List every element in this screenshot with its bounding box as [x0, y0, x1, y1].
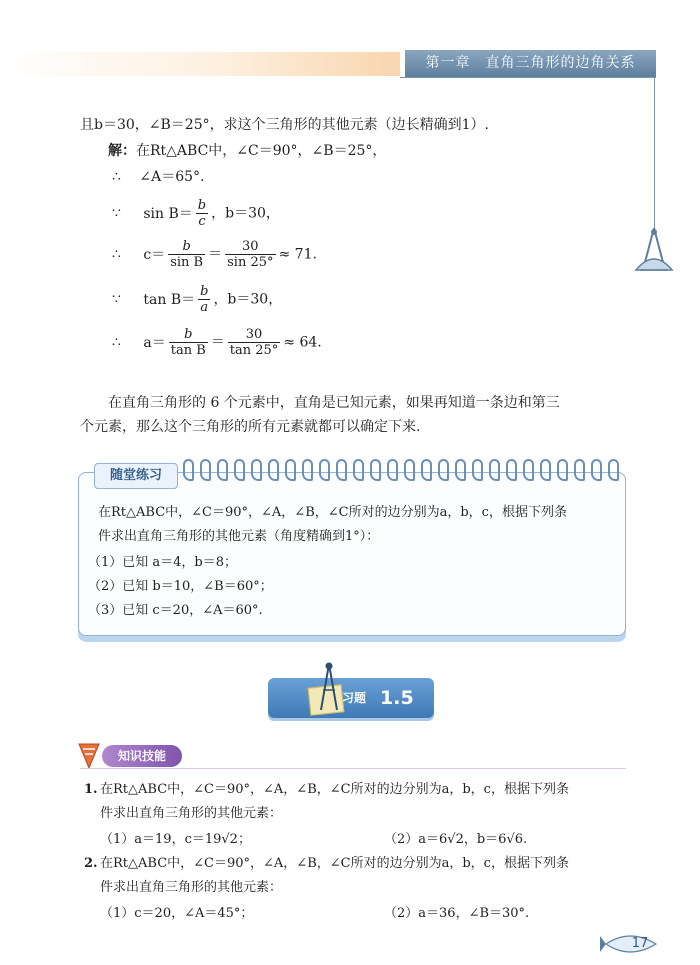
- problem-intro: 且b＝30，∠B＝25°，求这个三角形的其他元素（边长精确到1）.: [80, 117, 489, 133]
- spiral-ring: [591, 459, 602, 481]
- practice-intro-1: 在Rt△ABC中，∠C＝90°，∠A，∠B，∠C所对的边分别为a，b，c，根据下列条: [98, 505, 567, 520]
- sin-b-tail: ，b＝30，: [211, 205, 280, 222]
- sin-b-lhs: sin B＝: [143, 205, 193, 222]
- fraction-b-over-c: $\frac{b}{c}$: [197, 198, 207, 229]
- spiral-ring: [217, 459, 228, 481]
- question-1-line-1: 在Rt△ABC中，∠C＝90°，∠A，∠B，∠C所对的边分别为a，b，c，根据下列条: [100, 782, 569, 797]
- paragraph-line-2: 个元素，那么这个三角形的所有元素就都可以确定下来.: [80, 419, 421, 435]
- because-symbol: ∵: [112, 205, 121, 222]
- spiral-ring: [268, 459, 279, 481]
- solution-label: 解：: [108, 143, 136, 159]
- c-result: ≈ 71.: [278, 246, 317, 263]
- spiral-ring: [353, 459, 364, 481]
- question-2-part-a: （1）c＝20，∠A＝45°；: [100, 906, 254, 921]
- solution-line-4: ∴ c＝ $\frac{b}{\text{sin B}}$ ＝ $\frac{30}{\sin 25^\circ}$ ≈ 71.: [112, 239, 317, 270]
- question-1-line-2: 件求出直角三角形的其他元素：: [100, 806, 283, 821]
- knowledge-rule: [80, 768, 626, 769]
- spiral-ring: [200, 459, 211, 481]
- spiral-ring: [336, 459, 347, 481]
- knowledge-skills-tag: 知识技能: [102, 745, 182, 767]
- question-1-number: 1.: [84, 782, 98, 797]
- spiral-ring: [540, 459, 551, 481]
- solution-given: 在Rt△ABC中，∠C＝90°，∠B＝25°，: [136, 143, 387, 159]
- question-2-number: 2.: [84, 856, 98, 871]
- because-symbol: ∵: [112, 291, 121, 308]
- tan-b-lhs: tan B＝: [143, 291, 196, 308]
- a-lhs: a＝: [143, 334, 166, 351]
- spiral-ring: [370, 459, 381, 481]
- spiral-ring: [506, 459, 517, 481]
- solution-line-6: ∴ a＝ $\frac{b}{\text{tan B}}$ ＝ $\frac{30}{\tan 25^\circ}$ ≈ 64.: [112, 327, 322, 358]
- solution-line-5: [112, 284, 282, 315]
- exercise-number: 1.5: [380, 687, 414, 709]
- fraction-b-over-sinb: $\frac{b}{\text{sin B}}$: [170, 239, 204, 270]
- spiral-ring: [234, 459, 245, 481]
- spiral-ring: [455, 459, 466, 481]
- practice-item-1: （1）已知 a＝4，b＝8；: [88, 555, 238, 570]
- practice-label: 随堂练习: [94, 463, 178, 489]
- therefore-symbol: ∴: [112, 246, 121, 263]
- fraction-30-over-sin25: $\frac{30}{\sin 25^\circ}$: [227, 239, 274, 270]
- spiral-ring: [404, 459, 415, 481]
- solution-line-3: [112, 198, 280, 229]
- therefore-symbol: ∴: [112, 334, 121, 351]
- spiral-ring: [387, 459, 398, 481]
- paragraph-line-1: 在直角三角形的 6 个元素中，直角是已知元素，如果再知道一条边和第三: [108, 395, 560, 411]
- fraction-b-over-a: $\frac{b}{a}$: [200, 284, 209, 315]
- question-2-line-2: 件求出直角三角形的其他元素：: [100, 880, 283, 895]
- spiral-ring: [302, 459, 313, 481]
- question-2-line-1: 在Rt△ABC中，∠C＝90°，∠A，∠B，∠C所对的边分别为a，b，c，根据下列条: [100, 856, 569, 871]
- side-rule: [654, 77, 655, 229]
- spiral-ring: [574, 459, 585, 481]
- solution-line-1: [108, 141, 386, 161]
- solution-angle-a: ∠A＝65°.: [139, 169, 205, 185]
- spiral-ring: [489, 459, 500, 481]
- solution-line-2: [112, 167, 204, 187]
- page-number: 17: [631, 936, 649, 951]
- compass-icon: [630, 226, 678, 274]
- spiral-ring: [319, 459, 330, 481]
- question-1-part-a: （1）a＝19，c＝19√2；: [100, 832, 251, 847]
- spiral-ring: [472, 459, 483, 481]
- spiral-ring: [285, 459, 296, 481]
- spiral-ring: [438, 459, 449, 481]
- fraction-30-over-tan25: $\frac{30}{\tan 25^\circ}$: [229, 327, 279, 358]
- c-lhs: c＝: [143, 246, 166, 263]
- chapter-title: 第一章 直角三角形的边角关系: [405, 50, 656, 77]
- pencil-badge-icon: [76, 740, 102, 770]
- therefore-symbol: ∴: [112, 169, 121, 185]
- spiral-ring: [421, 459, 432, 481]
- practice-item-2: （2）已知 b＝10，∠B＝60°；: [88, 579, 273, 594]
- header-gradient-band: [0, 52, 400, 76]
- spiral-ring: [557, 459, 568, 481]
- compass-icon: [314, 660, 344, 714]
- fraction-b-over-tanb: $\frac{b}{\text{tan B}}$: [170, 327, 206, 358]
- exercise-label: 习题: [342, 691, 367, 705]
- spiral-ring: [608, 459, 619, 481]
- question-2-part-b: （2）a＝36，∠B＝30°.: [384, 906, 530, 921]
- a-result: ≈ 64.: [283, 334, 322, 351]
- spiral-ring: [251, 459, 262, 481]
- tan-b-tail: ，b＝30，: [213, 291, 283, 308]
- question-1-part-b: （2）a＝6√2，b＝6√6.: [384, 832, 528, 847]
- practice-intro-2: 件求出直角三角形的其他元素（角度精确到1°）：: [98, 529, 380, 544]
- header-rule: [400, 77, 656, 78]
- spiral-ring: [523, 459, 534, 481]
- spiral-ring: [183, 459, 194, 481]
- practice-item-3: （3）已知 c＝20，∠A＝60°.: [88, 603, 263, 618]
